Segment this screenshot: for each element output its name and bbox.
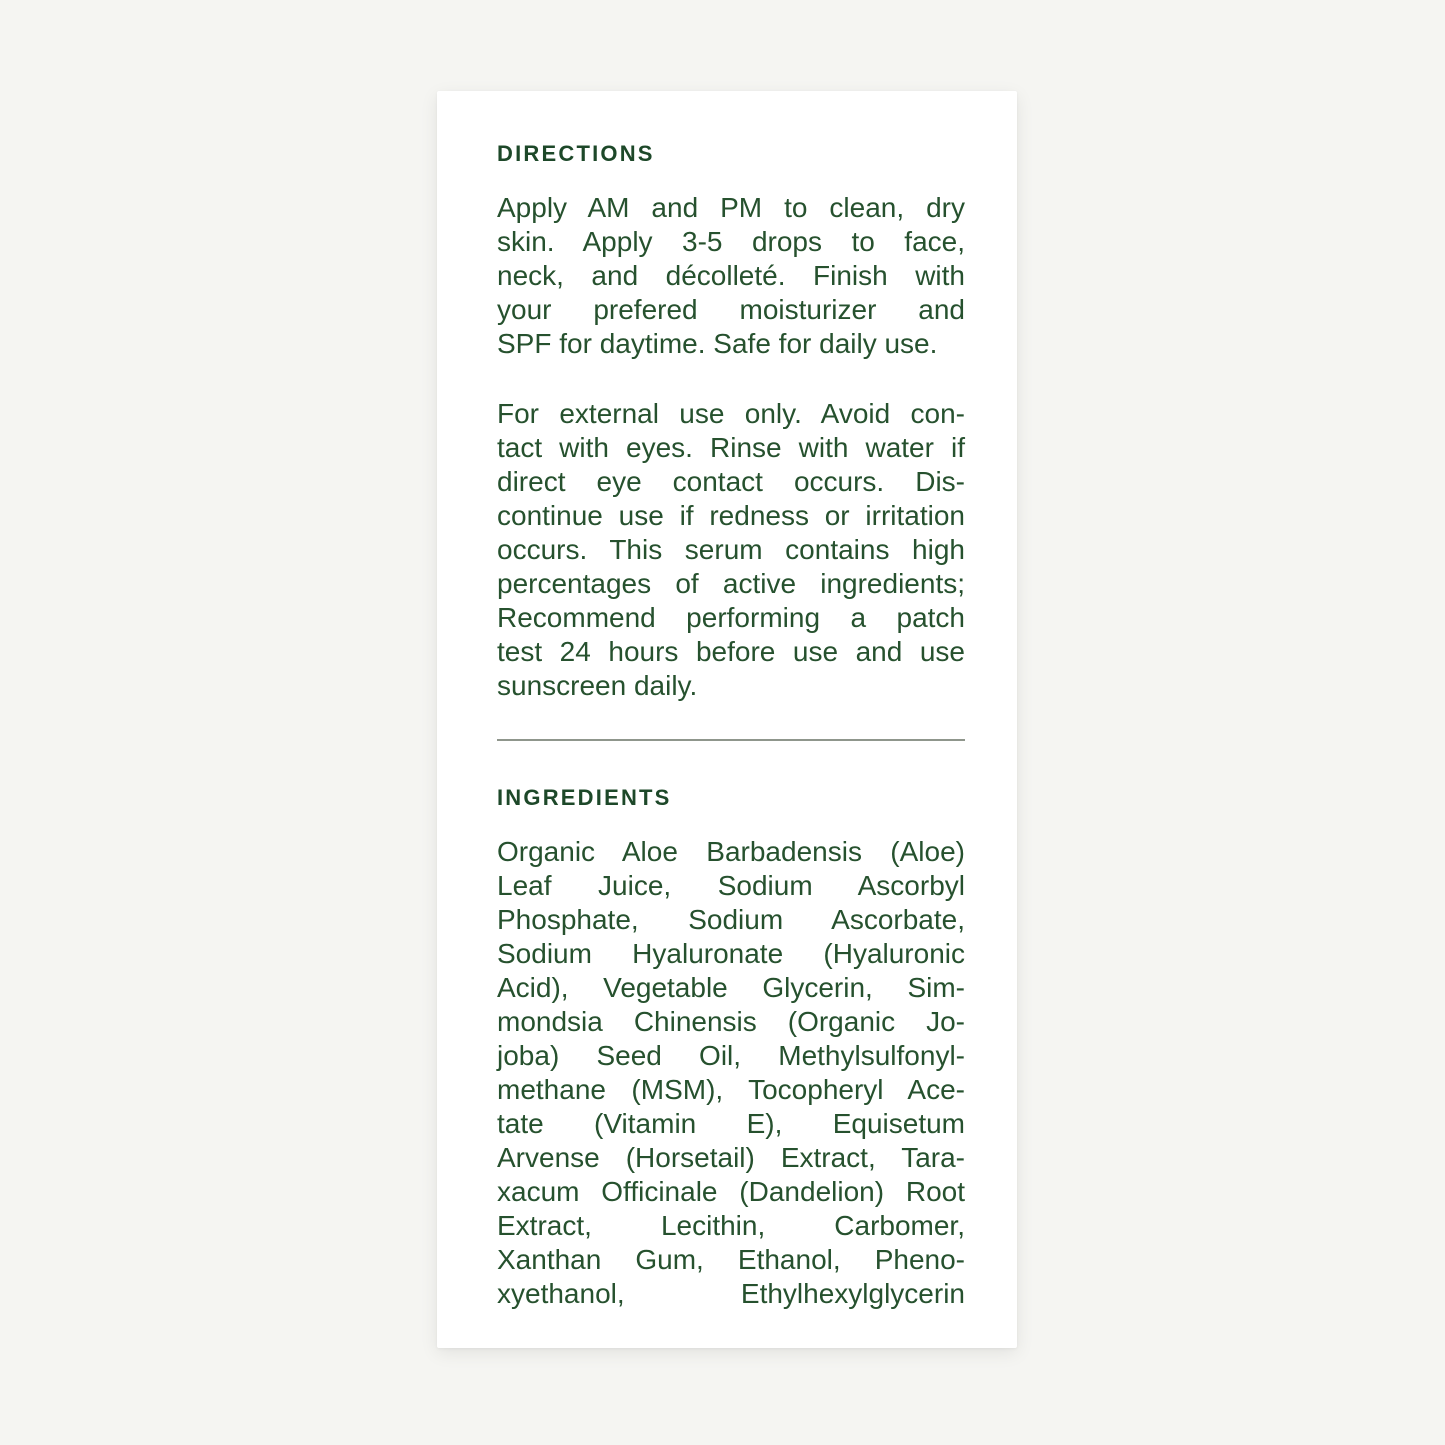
text-line: Extract, Lecithin, Carbomer, [497,1210,965,1241]
text-line: mondsia Chinensis (Organic Jo- [497,1006,965,1037]
ingredients-list-paragraph [497,835,965,1311]
text-line: percentages of active ingredients; [497,568,965,599]
text-line: SPF for daytime. Safe for daily use. [497,328,938,359]
text-line: xyethanol, Ethylhexylglycerin [497,1278,965,1309]
text-line: Xanthan Gum, Ethanol, Pheno- [497,1244,965,1275]
directions-usage-paragraph [497,191,965,361]
section-divider [497,739,965,741]
text-line: joba) Seed Oil, Methylsulfonyl- [497,1040,965,1071]
text-line: Recommend performing a patch [497,602,965,633]
text-line: your prefered moisturizer and [497,294,965,325]
text-line: tact with eyes. Rinse with water if [497,432,965,463]
text-line: Phosphate, Sodium Ascorbate, [497,904,965,935]
text-line: Leaf Juice, Sodium Ascorbyl [497,870,965,901]
text-line: sunscreen daily. [497,670,698,701]
text-line: tate (Vitamin E), Equisetum [497,1108,965,1139]
ingredients-heading: INGREDIENTS [497,785,672,810]
text-line: Sodium Hyaluronate (Hyaluronic [497,938,965,969]
text-line: Arvense (Horsetail) Extract, Tara- [497,1142,965,1173]
text-line: skin. Apply 3-5 drops to face, [497,226,965,257]
text-line: occurs. This serum contains high [497,534,965,565]
text-line: For external use only. Avoid con- [497,398,965,429]
text-line: neck, and décolleté. Finish with [497,260,965,291]
text-line: Acid), Vegetable Glycerin, Sim- [497,972,965,1003]
text-line: xacum Officinale (Dandelion) Root [497,1176,965,1207]
directions-warning-paragraph [497,397,965,703]
text-line: test 24 hours before use and use [497,636,965,667]
text-line: direct eye contact occurs. Dis- [497,466,965,497]
directions-heading: DIRECTIONS [497,141,655,166]
text-line: continue use if redness or irritation [497,500,965,531]
text-line: methane (MSM), Tocopheryl Ace- [497,1074,965,1105]
product-label-card [437,91,1017,1348]
text-line: Apply AM and PM to clean, dry [497,192,965,223]
text-line: Organic Aloe Barbadensis (Aloe) [497,836,965,867]
